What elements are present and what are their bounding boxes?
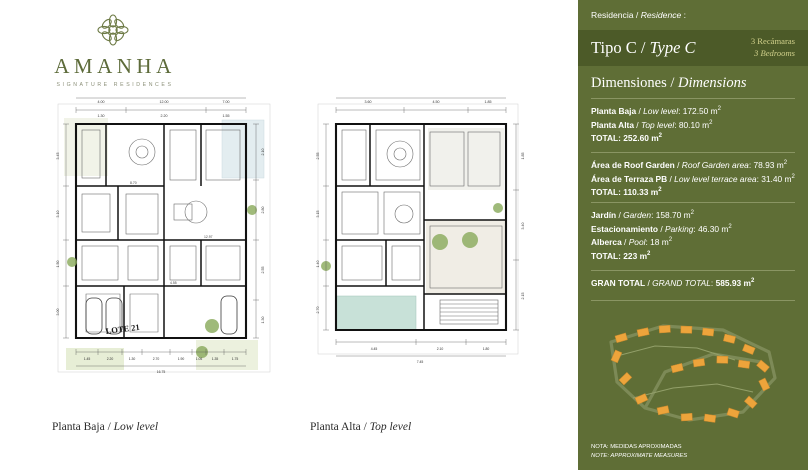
row-label-en: Low level: [643, 106, 679, 116]
total-unit-sup: 2: [647, 251, 651, 258]
row-label-es: Planta Alta: [591, 119, 634, 130]
total-unit-sup: 2: [658, 133, 662, 140]
svg-text:1.75: 1.75: [231, 357, 239, 361]
svg-text:1.55: 1.55: [222, 114, 230, 118]
ornamental-flower-logo-icon: [93, 10, 133, 50]
svg-text:1.30: 1.30: [128, 357, 136, 361]
row-label-es: Alberca: [591, 237, 622, 248]
rule-2: [591, 152, 795, 153]
row-unit-sup: 2: [717, 106, 721, 113]
grand-total-unit-sup: 2: [750, 278, 755, 285]
row-value: 80.10 m: [678, 119, 710, 130]
svg-text:4.45: 4.45: [370, 347, 378, 351]
svg-text:1.30: 1.30: [97, 114, 105, 118]
total-value: 110.33 m: [623, 187, 659, 198]
grand-total-label-es: GRAN TOTAL: [591, 278, 646, 288]
row-label-en: Roof Garden area: [681, 160, 749, 170]
svg-text:3.00: 3.00: [56, 308, 60, 316]
rule-3: [591, 202, 795, 203]
svg-text:4.00: 4.00: [97, 100, 105, 104]
svg-text:2.70: 2.70: [152, 357, 160, 361]
svg-text:3.15: 3.15: [316, 210, 320, 218]
total-label: TOTAL:: [591, 133, 621, 144]
lot-label: LOTE 21: [105, 321, 141, 336]
svg-text:2.15: 2.15: [521, 292, 525, 300]
floorplan-low-level: [46, 90, 284, 386]
row-value: 78.93 m: [753, 160, 784, 170]
total-label: TOTAL:: [591, 187, 621, 198]
dimension-row: Planta Alta / Top level: 80.10 $m^2$: [591, 119, 713, 130]
svg-text:2.55: 2.55: [261, 266, 265, 274]
grand-total-row: GRAN TOTAL / GRAND TOTAL: 585.93 $m^2$: [591, 278, 755, 288]
dimension-group-3: [591, 209, 797, 263]
dimension-row: Alberca / Pool: 18 $m^2$: [591, 237, 673, 248]
caption-low-level-en: Low level: [113, 421, 159, 433]
dimension-row: Área de Roof Garden / Roof Garden area: 78.93 $m^2$: [591, 160, 788, 170]
svg-text:8.70: 8.70: [130, 181, 137, 185]
dimensions-title: Dimensiones / Dimensions: [591, 75, 747, 91]
svg-text:1.40: 1.40: [316, 260, 320, 268]
note-es: NOTA: MEDIDAS APROXIMADAS: [591, 444, 682, 450]
svg-text:1.90: 1.90: [177, 357, 185, 361]
row-label-es: Estacionamiento: [591, 223, 659, 234]
dimensions-title-en: Dimensions: [678, 75, 747, 91]
residence-label-es: Residencia: [591, 10, 634, 20]
svg-text:1.50: 1.50: [56, 260, 60, 268]
svg-text:3.45: 3.45: [56, 152, 60, 160]
svg-text:2.80: 2.80: [261, 206, 265, 214]
row-unit-sup: 2: [668, 237, 673, 244]
svg-text:1.85: 1.85: [521, 152, 525, 160]
row-value: 158.70 m: [655, 210, 691, 220]
dimensions-title-es: Dimensiones: [591, 75, 667, 91]
svg-text:2.10: 2.10: [436, 347, 444, 351]
row-value: 31.40 m: [761, 173, 792, 184]
svg-text:2.20: 2.20: [160, 114, 168, 118]
dimension-row: Planta Baja / Low level: 172.50 $m^2$: [591, 106, 721, 116]
info-panel: [578, 0, 808, 470]
svg-text:1.85: 1.85: [484, 100, 492, 104]
residence-type-band: Tipo C / Type C 3 Recámaras 3 Bedrooms: [578, 30, 808, 66]
site-plan-map-icon: [593, 308, 793, 433]
row-label-en: Low level terrace area: [674, 173, 757, 184]
svg-text:1.45: 1.45: [83, 357, 91, 361]
svg-text:1.80: 1.80: [482, 347, 490, 351]
row-label-es: Planta Baja: [591, 106, 637, 116]
total-value: 252.60 m: [623, 133, 659, 144]
type-label-es: Tipo C: [591, 38, 637, 57]
residence-separator: /: [633, 10, 641, 20]
row-label-en: Parking: [665, 223, 694, 234]
note-en: NOTE: APPROXIMATE MEASURES: [591, 452, 688, 459]
rooms-en: 3 Bedrooms: [754, 48, 795, 58]
row-value: 18 m: [650, 237, 669, 248]
svg-text:4.55: 4.55: [170, 281, 177, 285]
rule-1: [591, 98, 795, 99]
svg-text:4.50: 4.50: [432, 100, 440, 104]
row-value: 46.30 m: [698, 223, 729, 234]
row-value: 172.50 m: [682, 106, 718, 116]
svg-text:2.10: 2.10: [261, 148, 265, 156]
caption-top-level: Planta Alta / Top level: [310, 421, 412, 433]
svg-text:2.20: 2.20: [106, 357, 114, 361]
svg-text:12.00: 12.00: [159, 100, 169, 104]
row-label-es: Área de Roof Garden: [591, 160, 675, 170]
brand-tagline: SIGNATURE RESIDENCES: [56, 82, 174, 88]
row-unit-sup: 2: [690, 210, 694, 217]
approximate-measures-note: [591, 443, 801, 461]
dimension-row: Jardín / Garden: 158.70 $m^2$: [591, 210, 694, 220]
dimension-group-2: [591, 159, 797, 200]
brand-logo: [28, 10, 198, 88]
row-label-en: Garden: [623, 210, 652, 220]
dimension-row: Área de Terraza PB / Low level terrace area: 31.40 $m^2$: [591, 173, 795, 184]
row-unit-sup: 2: [709, 119, 713, 126]
caption-top-level-en: Top level: [369, 421, 412, 433]
grand-total-value: 585.93 m: [715, 278, 751, 288]
svg-text:12.97: 12.97: [204, 235, 213, 239]
total-value: 223 m: [623, 250, 648, 261]
dimension-group-1: [591, 105, 797, 146]
type-label-en: Type C: [649, 38, 696, 57]
caption-low-level-es: Planta Baja: [52, 421, 105, 433]
grand-total-label-en: GRAND TOTAL: [652, 278, 711, 288]
caption-low-level: Planta Baja / Low level: [52, 421, 159, 433]
total-unit-sup: 2: [658, 187, 662, 194]
total-label: TOTAL:: [591, 250, 621, 261]
svg-text:7.45: 7.45: [416, 360, 424, 364]
residence-label-en: Residence: [640, 10, 682, 20]
svg-text:16.75: 16.75: [156, 370, 166, 374]
dimension-total-row: [591, 250, 797, 264]
brand-name: AMANHA: [54, 54, 176, 78]
row-label-en: Top level: [640, 119, 675, 130]
row-unit-sup: 2: [791, 173, 795, 180]
svg-text:1.05: 1.05: [195, 357, 203, 361]
svg-text:2.70: 2.70: [316, 306, 320, 314]
row-label-es: Jardín: [591, 210, 617, 220]
row-label-es: Área de Terraza PB: [591, 173, 668, 184]
floorplan-top-level: [308, 90, 532, 386]
dimension-row: Estacionamiento / Parking: 46.30 $m^2$: [591, 223, 732, 234]
svg-text:3.40: 3.40: [521, 222, 525, 230]
row-unit-sup: 2: [728, 223, 732, 230]
svg-text:7.00: 7.00: [222, 100, 230, 104]
rule-4: [591, 270, 795, 271]
dimension-total-row: [591, 186, 797, 200]
svg-text:3.60: 3.60: [364, 100, 372, 104]
residence-colon: :: [681, 10, 687, 20]
row-label-en: Pool: [628, 237, 646, 248]
rule-5: [591, 300, 795, 301]
caption-top-level-es: Planta Alta: [310, 421, 361, 433]
row-unit-sup: 2: [783, 160, 788, 167]
svg-text:1.30: 1.30: [261, 316, 265, 324]
svg-text:2.55: 2.55: [316, 152, 320, 160]
svg-text:1.35: 1.35: [211, 357, 219, 361]
rooms-es: 3 Recámaras: [750, 36, 795, 47]
svg-text:3.10: 3.10: [56, 210, 60, 218]
dimension-total-row: [591, 132, 797, 146]
residence-row: [578, 0, 808, 30]
